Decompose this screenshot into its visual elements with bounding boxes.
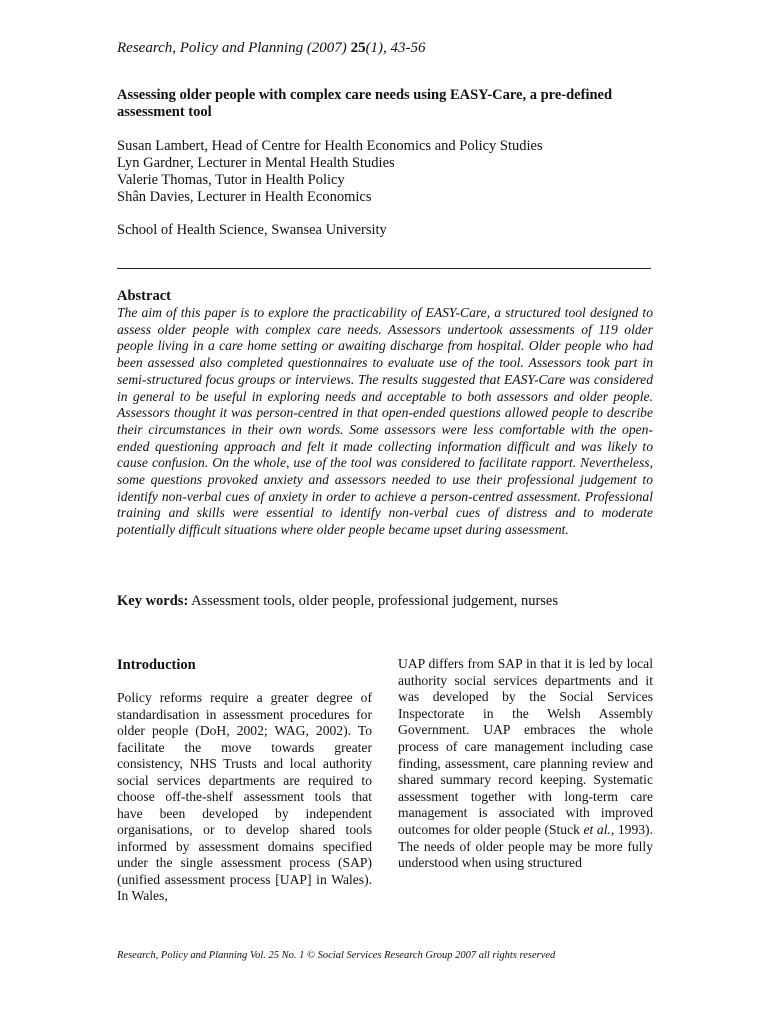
abstract-heading: Abstract: [117, 288, 171, 304]
journal-ref-prefix: Research, Policy and Planning (2007): [117, 40, 351, 56]
author-line: Lyn Gardner, Lecturer in Mental Health Studies: [117, 155, 395, 171]
journal-volume: 25: [350, 40, 366, 56]
author-line: Susan Lambert, Head of Centre for Health Economics and Policy Studies: [117, 138, 543, 154]
introduction-left-column: Policy reforms require a greater degree of standardisation in assessment procedures for older people (DoH, 2002; WAG, 2002). To facilitate the move towards greater consistency, NHS Trusts and local authority social services departments are required to choose off-the-shelf assessment tools that have been developed by independent organisations, or to develop shared tools informed by assessment domains specified under the single assessment process (SAP) (unified assessment process [UAP] in Wales). In Wales,: [117, 690, 372, 903]
author-line: Valerie Thomas, Tutor in Health Policy: [117, 172, 345, 188]
right-column-text-end: 1993). The needs of older people may be more fully understood when using structured: [398, 821, 653, 871]
right-column-text: UAP differs from SAP in that it is led by local authority social services departments and it was developed by the Social Services Inspectorate in the Welsh Assembly Government. UAP embraces the whole process of care management including case finding, assessment, care planning review and shared summary record keeping. Systematic assessment together with long-term care management is associated with improved outcomes for older people (Stuck: [398, 656, 653, 837]
horizontal-rule: [117, 268, 651, 269]
introduction-right-column: [398, 656, 653, 872]
keywords: [117, 593, 558, 610]
journal-ref-suffix: (1), 43-56: [365, 40, 426, 56]
author-line: Shân Davies, Lecturer in Health Economics: [117, 189, 372, 205]
journal-reference: [117, 40, 426, 57]
introduction-heading: Introduction: [117, 657, 196, 673]
affiliation: School of Health Science, Swansea University: [117, 222, 387, 238]
author-list: [117, 138, 543, 206]
paper-title: Assessing older people with complex care needs using EASY-Care, a pre-defined assessment tool: [117, 87, 613, 120]
page-footer: Research, Policy and Planning Vol. 25 No. 1 © Social Services Research Group 2007 all rights reserved: [117, 950, 556, 961]
keywords-label: Key words:: [117, 593, 189, 609]
abstract-text: The aim of this paper is to explore the practicability of EASY-Care, a structured tool designed to assess older people with complex care needs. Assessors undertook assessments of 119 older people living in a care home setting or awaiting discharge from hospital. Older people who had been assessed also completed questionnaires to evaluate use of the tool. Assessors took part in semi-structured focus groups or interviews. The results suggested that EASY-Care was considered in general to be useful in exploring needs and acceptable to both assessors and older people. Assessors thought it was person-centred in that open-ended questions allowed people to describe their circumstances in their own words. Some assessors were less comfortable with the open-ended questioning approach and felt it made collecting information difficult and was likely to cause confusion. On the whole, use of the tool was considered to facilitate rapport. Nevertheless, some questions provoked anxiety and assessors needed to use their professional judgement to identify non-verbal cues of anxiety in order to achieve a person-centred assessment. Professional training and skills were essential to identify non-verbal cues of distress and to moderate potentially difficult situations where older people became upset during assessment.: [117, 305, 653, 538]
keywords-text: Assessment tools, older people, professional judgement, nurses: [188, 593, 558, 609]
right-column-italic: et al.,: [583, 821, 615, 837]
